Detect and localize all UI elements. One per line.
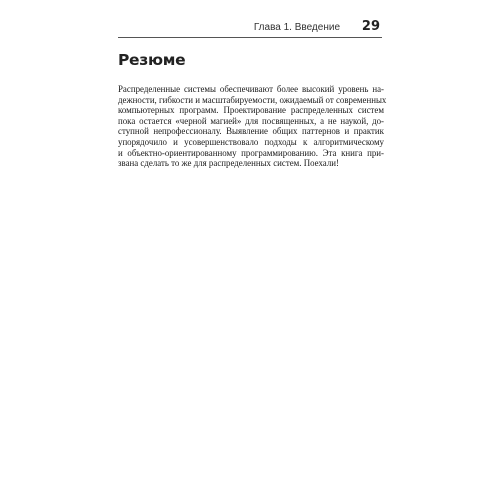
paragraph-line: упорядочило и усовершенствовало подходы к алгоритмическому [118, 136, 384, 147]
page-number: 29 [361, 19, 380, 34]
section-title: Резюме [118, 51, 186, 69]
paragraph-line: компьютерных программ. Проектирование распределенных систем [118, 105, 384, 116]
paragraph-line: пока остается «черной магией» для посвященных, а не наукой, до- [118, 115, 384, 126]
paragraph-line: звана сделать то же для распределенных систем. Поехали! [118, 158, 339, 169]
summary-paragraph [118, 84, 387, 169]
running-title: Глава 1. Введение [253, 22, 340, 33]
paragraph-line: ступной непрофессионалу. Выявление общих паттернов и практик [118, 126, 384, 137]
paragraph-line: дежности, гибкости и масштабируемости, ожидаемый от современных [118, 94, 387, 105]
paragraph-line: и объектно-ориентированному программированию. Эта книга при- [118, 147, 384, 158]
header-rule [118, 37, 382, 38]
running-header [118, 20, 382, 38]
paragraph-line: Распределенные системы обеспечивают более высокий уровень на- [118, 84, 384, 94]
